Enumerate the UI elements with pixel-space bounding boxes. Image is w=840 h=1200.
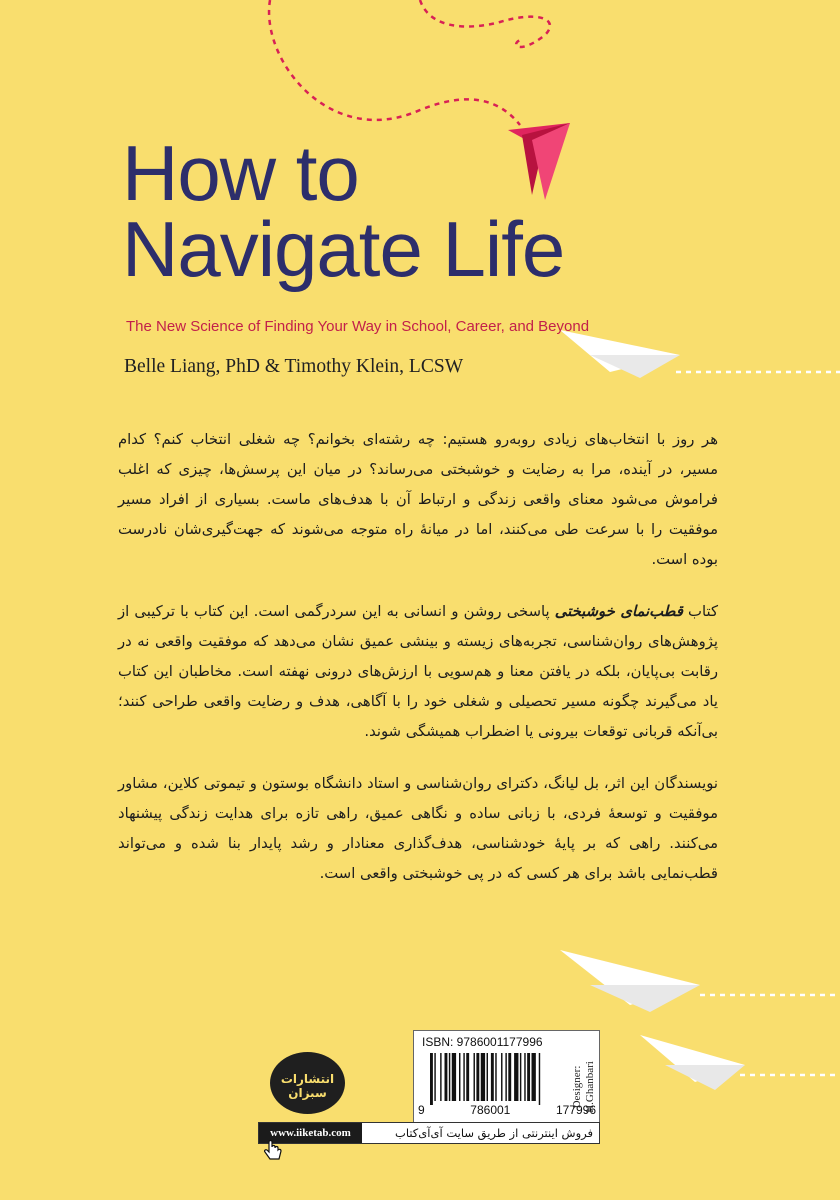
barcode-bar	[505, 1053, 506, 1101]
isbn-label: ISBN: 9786001177996	[422, 1035, 543, 1049]
barcode-bar	[495, 1053, 496, 1101]
barcode-bar	[491, 1053, 494, 1101]
publisher-logo	[270, 1052, 345, 1114]
book-authors: Belle Liang, PhD & Timothy Klein, LCSW	[124, 356, 464, 377]
barcode-bar	[452, 1053, 456, 1101]
barcode-bar	[430, 1053, 433, 1105]
designer-name: H.Ghanbari	[584, 1061, 596, 1113]
book-persian-title: قطب‌نمای خوشبختی	[554, 603, 683, 620]
blurb	[118, 425, 718, 911]
title-line-2: Navigate Life	[122, 205, 565, 293]
hand-cursor-icon	[262, 1140, 284, 1164]
blurb-paragraph-3: نویسندگان این اثر، بل لیانگ، دکترای روان‌شناسی و استاد دانشگاه بوستون و تیموتی کلاین، مشاور موفقیت و توسعهٔ فردی، با زبانی ساده و نگاهی عمیق، راهی تازه برای هدایت زندگی پیشنهاد می‌کنند. راهی که بر پایهٔ خودشناسی، هدف‌گذاری معنادار و رشد پایدار بنا شده و می‌تواند قطب‌نمایی باشد برای هر کسی که در پی خوشبختی واقعی است.	[118, 775, 718, 882]
blurb-p2-start: کتاب	[682, 603, 718, 620]
barcode-digits	[418, 1103, 596, 1117]
book-subtitle: The New Science of Finding Your Way in School, Career, and Beyond	[126, 318, 590, 335]
publisher-logo-text: انتشارات سبزان	[280, 1072, 335, 1100]
barcode-bar	[481, 1053, 485, 1101]
barcode-bar	[440, 1053, 441, 1101]
book-title	[122, 129, 742, 293]
designer-label: Designer:	[571, 1065, 583, 1109]
barcode-bar	[520, 1053, 521, 1101]
barcode-bar	[514, 1053, 518, 1101]
barcode-bar	[466, 1053, 469, 1101]
barcode-bar	[487, 1053, 488, 1101]
barcode-bar	[539, 1053, 540, 1105]
barcode-bar	[463, 1053, 464, 1101]
barcode-bar	[527, 1053, 530, 1101]
barcode-bar	[476, 1053, 479, 1101]
red-dashed-path-2	[269, 0, 520, 125]
title-line-1: How to	[122, 129, 359, 217]
barcode-bar	[445, 1053, 448, 1101]
white-paper-plane-icon	[640, 1035, 745, 1090]
shop-url-link[interactable]: www.iiketab.com	[259, 1123, 362, 1143]
white-paper-plane-icon	[560, 950, 700, 1012]
barcode-bar	[459, 1053, 460, 1101]
barcode-bar	[434, 1053, 435, 1101]
blurb-paragraph-2	[118, 597, 718, 747]
red-dashed-path	[420, 0, 550, 47]
barcode-digit-prefix: 9	[418, 1103, 425, 1117]
online-shop-bar	[258, 1122, 600, 1144]
barcode-bar	[501, 1053, 502, 1101]
barcode-bar	[474, 1053, 475, 1101]
barcode-bar	[524, 1053, 525, 1101]
barcode-digit-group-1: 786001	[470, 1103, 511, 1117]
blurb-p2-rest: پاسخی روشن و انسانی به این سردرگمی است. این کتاب با ترکیبی از پژوهش‌های روان‌شناسی، تجربه‌های زیسته و بینشی عمیق نشان می‌دهد که موفقیت واقعی نه در رقابت بی‌پایان، بلکه در یافتن معنا و هم‌سویی با ارزش‌های درونی نهفته است. مخاطبان این کتاب یاد می‌گیرند چگونه مسیر تحصیلی و شغلی خود را با آگاهی، هدف و رضایت واقعی طراحی کنند؛ بی‌آنکه قربانی توقعات بیرونی یا اضطراب همیشگی شوند.	[118, 603, 718, 740]
blurb-paragraph-1: هر روز با انتخاب‌های زیادی روبه‌رو هستیم: چه رشته‌ای بخوانم؟ چه شغلی انتخاب کنم؟ کدام مسیر، در آینده، مرا به رضایت و خوشبختی می‌رساند؟ در میان این پرسش‌ها، چیزی که اغلب فراموش می‌شود معنای واقعی زندگی و ارتباط آن با هدف‌های ماست. بسیاری از افراد مسیر موفقیت را با سرعت طی می‌کنند، اما در میانهٔ راه متوجه می‌شوند که جهت‌گیری‌شان نادرست بوده است.	[118, 431, 718, 568]
white-paper-plane-icon	[560, 330, 680, 378]
barcode-digit-group-2: 177996	[555, 1103, 596, 1117]
barcode-bar	[532, 1053, 536, 1101]
shop-text: فروش اینترنتی از طریق سایت آی‌آی‌کتاب	[395, 1126, 593, 1140]
barcode-bar	[508, 1053, 511, 1101]
barcode-bar	[449, 1053, 450, 1101]
